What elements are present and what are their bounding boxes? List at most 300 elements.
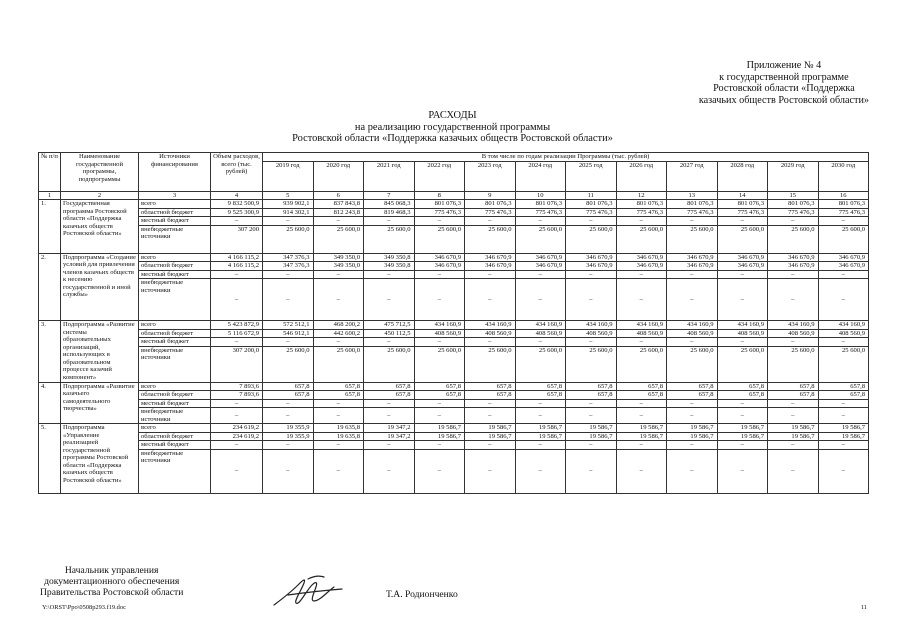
year-value: – bbox=[313, 338, 364, 347]
funding-source: местный бюджет bbox=[139, 399, 211, 408]
year-value: 19 586,7 bbox=[616, 432, 667, 441]
year-value: 657,8 bbox=[616, 391, 667, 400]
year-value: 25 600,0 bbox=[515, 346, 566, 382]
column-number: 5 bbox=[263, 191, 314, 200]
year-value: 408 560,9 bbox=[414, 329, 465, 338]
year-value: 25 600,0 bbox=[313, 346, 364, 382]
year-value: – bbox=[465, 270, 516, 279]
table-row bbox=[39, 270, 869, 279]
year-value: 408 560,9 bbox=[616, 329, 667, 338]
year-value: 657,8 bbox=[313, 391, 364, 400]
year-value: – bbox=[414, 279, 465, 321]
year-value: 25 600,0 bbox=[364, 346, 415, 382]
year-value: 25 600,0 bbox=[566, 225, 617, 253]
year-value: 25 600,0 bbox=[768, 225, 819, 253]
table-row bbox=[39, 279, 869, 321]
year-value: 434 160,9 bbox=[515, 321, 566, 330]
year-value: 775 476,3 bbox=[818, 208, 869, 217]
year-value: 349 350,8 bbox=[364, 253, 415, 262]
program-name: Государственная программа Ростовской области «Поддержка казачьих обществ Ростовской области» bbox=[61, 200, 139, 254]
signature-image bbox=[268, 571, 348, 613]
year-value: 25 600,0 bbox=[263, 225, 314, 253]
table-row bbox=[39, 338, 869, 347]
year-value: – bbox=[465, 217, 516, 226]
page-number: 11 bbox=[860, 604, 867, 611]
year-value: 845 068,3 bbox=[364, 200, 415, 209]
year-value: 25 600,0 bbox=[667, 346, 718, 382]
program-name: Подпрограмма «Управление реализацией государственной программы Ростовской области «Поддержка казачьих обществ Ростовской области» bbox=[61, 424, 139, 494]
year-value: – bbox=[414, 338, 465, 347]
total-value: – bbox=[211, 399, 263, 408]
row-number: 2. bbox=[39, 253, 61, 321]
year-value: 775 476,3 bbox=[566, 208, 617, 217]
year-value: 25 600,0 bbox=[566, 346, 617, 382]
table-row bbox=[39, 253, 869, 262]
year-value: 25 600,0 bbox=[717, 346, 768, 382]
year-value: – bbox=[616, 441, 667, 450]
year-value: 408 560,9 bbox=[566, 329, 617, 338]
year-value: 346 670,9 bbox=[818, 253, 869, 262]
year-value: 801 076,3 bbox=[818, 200, 869, 209]
year-value: – bbox=[515, 449, 566, 493]
year-value: 25 600,0 bbox=[364, 225, 415, 253]
total-value: 9 832 500,9 bbox=[211, 200, 263, 209]
year-value: 657,8 bbox=[414, 391, 465, 400]
year-value: 657,8 bbox=[465, 382, 516, 391]
year-value: – bbox=[667, 399, 718, 408]
year-value: 346 670,9 bbox=[768, 253, 819, 262]
year-value: 346 670,9 bbox=[717, 253, 768, 262]
year-value: 657,8 bbox=[364, 391, 415, 400]
header-year: 2030 год bbox=[818, 161, 869, 191]
year-value: – bbox=[313, 449, 364, 493]
year-value: – bbox=[414, 449, 465, 493]
row-number: 5. bbox=[39, 424, 61, 494]
header-year: 2029 год bbox=[768, 161, 819, 191]
funding-source: местный бюджет bbox=[139, 270, 211, 279]
row-number: 1. bbox=[39, 200, 61, 254]
year-value: 657,8 bbox=[717, 382, 768, 391]
year-value: – bbox=[616, 217, 667, 226]
year-value: – bbox=[515, 217, 566, 226]
total-value: – bbox=[211, 408, 263, 424]
year-value: – bbox=[414, 399, 465, 408]
year-value: 19 586,7 bbox=[616, 424, 667, 433]
year-value: 775 476,3 bbox=[717, 208, 768, 217]
year-value: 657,8 bbox=[818, 382, 869, 391]
year-value: 657,8 bbox=[364, 382, 415, 391]
year-value: 408 560,9 bbox=[667, 329, 718, 338]
year-value: 346 670,9 bbox=[515, 253, 566, 262]
year-value: – bbox=[616, 408, 667, 424]
column-number: 16 bbox=[818, 191, 869, 200]
column-number: 6 bbox=[313, 191, 364, 200]
year-value: 346 670,9 bbox=[616, 253, 667, 262]
year-value: 346 670,9 bbox=[465, 262, 516, 271]
funding-source: внебюджетные источники bbox=[139, 346, 211, 382]
header-year: 2020 год bbox=[313, 161, 364, 191]
year-value: – bbox=[717, 449, 768, 493]
column-number: 12 bbox=[616, 191, 667, 200]
year-value: – bbox=[818, 338, 869, 347]
year-value: 19 586,7 bbox=[414, 432, 465, 441]
year-value: 346 670,9 bbox=[768, 262, 819, 271]
year-value: – bbox=[717, 408, 768, 424]
year-value: 19 586,7 bbox=[566, 432, 617, 441]
year-value: – bbox=[818, 408, 869, 424]
year-value: – bbox=[263, 449, 314, 493]
table-row bbox=[39, 208, 869, 217]
year-value: 346 670,9 bbox=[616, 262, 667, 271]
year-value: 801 076,3 bbox=[465, 200, 516, 209]
year-value: – bbox=[313, 441, 364, 450]
year-value: – bbox=[465, 338, 516, 347]
year-value: 775 476,3 bbox=[515, 208, 566, 217]
total-value: 4 166 115,2 bbox=[211, 262, 263, 271]
year-value: 19 347,2 bbox=[364, 432, 415, 441]
year-value: 657,8 bbox=[263, 391, 314, 400]
year-value: – bbox=[566, 441, 617, 450]
signer-name: Т.А. Родионченко bbox=[386, 589, 458, 600]
year-value: 25 600,0 bbox=[616, 346, 667, 382]
appendix-line: Приложение № 4 bbox=[746, 60, 822, 71]
year-value: – bbox=[263, 408, 314, 424]
year-value: – bbox=[768, 338, 819, 347]
table-row bbox=[39, 225, 869, 253]
year-value: 25 600,0 bbox=[313, 225, 364, 253]
year-value: – bbox=[566, 279, 617, 321]
year-value: – bbox=[364, 279, 415, 321]
year-value: – bbox=[667, 449, 718, 493]
year-value: 408 560,9 bbox=[515, 329, 566, 338]
year-value: – bbox=[515, 338, 566, 347]
year-value: – bbox=[768, 441, 819, 450]
year-value: – bbox=[566, 217, 617, 226]
total-value: – bbox=[211, 217, 263, 226]
year-value: – bbox=[768, 279, 819, 321]
year-value: – bbox=[616, 399, 667, 408]
column-number: 3 bbox=[139, 191, 211, 200]
title-line: РАСХОДЫ bbox=[428, 110, 477, 121]
year-value: 19 586,7 bbox=[768, 424, 819, 433]
year-value: 408 560,9 bbox=[465, 329, 516, 338]
total-value: 7 893,6 bbox=[211, 391, 263, 400]
year-value: – bbox=[667, 270, 718, 279]
year-value: – bbox=[667, 408, 718, 424]
year-value: 346 670,9 bbox=[667, 262, 718, 271]
program-name: Подпрограмма «Создание условий для привлечения членов казачьих обществ к несению государственной и иной службы» bbox=[61, 253, 139, 321]
expenses-table bbox=[38, 152, 869, 494]
table-row bbox=[39, 262, 869, 271]
year-value: 346 670,9 bbox=[465, 253, 516, 262]
year-value: 657,8 bbox=[667, 382, 718, 391]
year-value: – bbox=[465, 408, 516, 424]
year-value: 657,8 bbox=[263, 382, 314, 391]
year-value: 657,8 bbox=[414, 382, 465, 391]
year-value: 19 586,7 bbox=[465, 432, 516, 441]
year-value: 408 560,9 bbox=[768, 329, 819, 338]
year-value: 657,8 bbox=[768, 382, 819, 391]
year-value: 775 476,3 bbox=[616, 208, 667, 217]
year-value: 408 560,9 bbox=[717, 329, 768, 338]
year-value: 346 670,9 bbox=[414, 262, 465, 271]
total-value: 4 166 115,2 bbox=[211, 253, 263, 262]
funding-source: местный бюджет bbox=[139, 338, 211, 347]
year-value: 25 600,0 bbox=[263, 346, 314, 382]
total-value: – bbox=[211, 338, 263, 347]
year-value: 450 112,5 bbox=[364, 329, 415, 338]
funding-source: областной бюджет bbox=[139, 391, 211, 400]
footer-line: Правительства Ростовской области bbox=[40, 587, 184, 598]
year-value: 657,8 bbox=[616, 382, 667, 391]
header-name: Наименование государственной программы, подпрограммы bbox=[61, 153, 139, 192]
year-value: 19 355,9 bbox=[263, 432, 314, 441]
year-value: 346 670,9 bbox=[818, 262, 869, 271]
funding-source: всего bbox=[139, 321, 211, 330]
year-value: 657,8 bbox=[818, 391, 869, 400]
year-value: 801 076,3 bbox=[616, 200, 667, 209]
year-value: 19 347,2 bbox=[364, 424, 415, 433]
year-value: – bbox=[364, 338, 415, 347]
year-value: 442 600,2 bbox=[313, 329, 364, 338]
year-value: 25 600,0 bbox=[818, 346, 869, 382]
year-value: 434 160,9 bbox=[414, 321, 465, 330]
year-value: 346 670,9 bbox=[566, 262, 617, 271]
table-row bbox=[39, 329, 869, 338]
year-value: 25 600,0 bbox=[465, 346, 516, 382]
year-value: 657,8 bbox=[768, 391, 819, 400]
year-value: 812 243,8 bbox=[313, 208, 364, 217]
year-value: 19 586,7 bbox=[768, 432, 819, 441]
year-value: – bbox=[313, 399, 364, 408]
column-number: 15 bbox=[768, 191, 819, 200]
year-value: – bbox=[616, 270, 667, 279]
funding-source: внебюджетные источники bbox=[139, 279, 211, 321]
year-value: – bbox=[768, 399, 819, 408]
header-year: 2025 год bbox=[566, 161, 617, 191]
year-value: 801 076,3 bbox=[768, 200, 819, 209]
footer-line: документационного обеспечения bbox=[44, 576, 180, 587]
year-value: – bbox=[465, 279, 516, 321]
year-value: 434 160,9 bbox=[818, 321, 869, 330]
year-value: 775 476,3 bbox=[768, 208, 819, 217]
year-value: – bbox=[515, 408, 566, 424]
year-value: – bbox=[364, 399, 415, 408]
year-value: 434 160,9 bbox=[465, 321, 516, 330]
year-value: 25 600,0 bbox=[515, 225, 566, 253]
column-number: 13 bbox=[667, 191, 718, 200]
column-number: 1 bbox=[39, 191, 61, 200]
year-value: – bbox=[414, 270, 465, 279]
funding-source: всего bbox=[139, 253, 211, 262]
year-value: 475 712,5 bbox=[364, 321, 415, 330]
year-value: – bbox=[717, 338, 768, 347]
year-value: 408 560,9 bbox=[818, 329, 869, 338]
year-value: – bbox=[616, 338, 667, 347]
file-code: Y:\ORST\Ppo\0508p293.f19.doc bbox=[42, 604, 126, 611]
year-value: 346 670,9 bbox=[414, 253, 465, 262]
year-value: – bbox=[263, 399, 314, 408]
funding-source: внебюджетные источники bbox=[139, 408, 211, 424]
total-value: 234 619,2 bbox=[211, 432, 263, 441]
footer-line: Начальник управления bbox=[64, 565, 159, 576]
year-value: – bbox=[515, 270, 566, 279]
column-number: 10 bbox=[515, 191, 566, 200]
year-value: – bbox=[364, 217, 415, 226]
table-row bbox=[39, 441, 869, 450]
year-value: – bbox=[717, 217, 768, 226]
year-value: 25 600,0 bbox=[768, 346, 819, 382]
year-value: – bbox=[364, 270, 415, 279]
year-value: – bbox=[768, 270, 819, 279]
year-value: – bbox=[364, 449, 415, 493]
table-row bbox=[39, 391, 869, 400]
header-year: 2021 год bbox=[364, 161, 415, 191]
year-value: – bbox=[313, 279, 364, 321]
year-value: 349 350,0 bbox=[313, 253, 364, 262]
year-value: 819 468,3 bbox=[364, 208, 415, 217]
year-value: 801 076,3 bbox=[717, 200, 768, 209]
year-value: – bbox=[515, 399, 566, 408]
year-value: – bbox=[263, 270, 314, 279]
header-num: № п/п bbox=[39, 153, 61, 192]
year-value: 25 600,0 bbox=[818, 225, 869, 253]
year-value: – bbox=[818, 217, 869, 226]
funding-source: всего bbox=[139, 424, 211, 433]
appendix-line: Ростовской области «Поддержка bbox=[713, 83, 855, 94]
year-value: 657,8 bbox=[667, 391, 718, 400]
year-value: – bbox=[667, 217, 718, 226]
year-value: 434 160,9 bbox=[717, 321, 768, 330]
header-year: 2026 год bbox=[616, 161, 667, 191]
year-value: 657,8 bbox=[465, 391, 516, 400]
funding-source: внебюджетные источники bbox=[139, 225, 211, 253]
column-number: 8 bbox=[414, 191, 465, 200]
year-value: 25 600,0 bbox=[414, 346, 465, 382]
year-value: 801 076,3 bbox=[566, 200, 617, 209]
year-value: – bbox=[818, 270, 869, 279]
year-value: – bbox=[818, 399, 869, 408]
year-value: – bbox=[566, 399, 617, 408]
year-value: – bbox=[515, 279, 566, 321]
year-value: 349 350,8 bbox=[364, 262, 415, 271]
year-value: 657,8 bbox=[515, 382, 566, 391]
funding-source: областной бюджет bbox=[139, 432, 211, 441]
year-value: – bbox=[465, 399, 516, 408]
year-value: 19 586,7 bbox=[515, 432, 566, 441]
appendix-header bbox=[699, 60, 869, 106]
year-value: 657,8 bbox=[313, 382, 364, 391]
year-value: – bbox=[364, 441, 415, 450]
footer-signatory bbox=[40, 565, 183, 598]
year-value: 19 635,8 bbox=[313, 432, 364, 441]
year-value: – bbox=[717, 279, 768, 321]
year-value: 801 076,3 bbox=[414, 200, 465, 209]
total-value: – bbox=[211, 279, 263, 321]
year-value: 775 476,3 bbox=[667, 208, 718, 217]
year-value: 349 350,0 bbox=[313, 262, 364, 271]
total-value: 234 619,2 bbox=[211, 424, 263, 433]
year-value: – bbox=[465, 449, 516, 493]
year-value: – bbox=[515, 441, 566, 450]
year-value: – bbox=[313, 217, 364, 226]
year-value: 19 635,8 bbox=[313, 424, 364, 433]
year-value: – bbox=[818, 279, 869, 321]
header-by-years: В том числе по годам реализации Программы (тыс. рублей) bbox=[263, 153, 869, 162]
year-value: 19 586,7 bbox=[414, 424, 465, 433]
year-value: – bbox=[313, 408, 364, 424]
header-year: 2027 год bbox=[667, 161, 718, 191]
year-value: 775 476,3 bbox=[414, 208, 465, 217]
year-value: 434 160,9 bbox=[566, 321, 617, 330]
year-value: – bbox=[768, 408, 819, 424]
year-value: 434 160,9 bbox=[616, 321, 667, 330]
year-value: – bbox=[313, 270, 364, 279]
column-number: 11 bbox=[566, 191, 617, 200]
year-value: 837 843,8 bbox=[313, 200, 364, 209]
year-value: 801 076,3 bbox=[667, 200, 718, 209]
year-value: 657,8 bbox=[717, 391, 768, 400]
year-value: – bbox=[768, 449, 819, 493]
year-value: 434 160,9 bbox=[768, 321, 819, 330]
header-year: 2024 год bbox=[515, 161, 566, 191]
year-value: 468 200,2 bbox=[313, 321, 364, 330]
funding-source: всего bbox=[139, 200, 211, 209]
year-value: – bbox=[566, 270, 617, 279]
year-value: – bbox=[566, 408, 617, 424]
table-row bbox=[39, 217, 869, 226]
year-value: 939 902,1 bbox=[263, 200, 314, 209]
year-value: – bbox=[616, 449, 667, 493]
table-row bbox=[39, 432, 869, 441]
year-value: 346 670,9 bbox=[515, 262, 566, 271]
header-row bbox=[39, 153, 869, 162]
year-value: – bbox=[263, 279, 314, 321]
table-row bbox=[39, 321, 869, 330]
table-row bbox=[39, 424, 869, 433]
column-number: 4 bbox=[211, 191, 263, 200]
year-value: 19 586,7 bbox=[717, 432, 768, 441]
year-value: 19 355,9 bbox=[263, 424, 314, 433]
year-value: – bbox=[667, 441, 718, 450]
year-value: – bbox=[818, 441, 869, 450]
total-value: 7 893,6 bbox=[211, 382, 263, 391]
title-line: на реализацию государственной программы bbox=[354, 121, 551, 133]
document-title bbox=[0, 110, 905, 145]
year-value: 914 302,1 bbox=[263, 208, 314, 217]
year-value: 347 376,3 bbox=[263, 253, 314, 262]
total-value: 5 116 672,9 bbox=[211, 329, 263, 338]
year-value: – bbox=[414, 408, 465, 424]
year-value: 657,8 bbox=[566, 391, 617, 400]
total-value: – bbox=[211, 441, 263, 450]
appendix-line: к государственной программе bbox=[719, 71, 849, 83]
year-value: 346 670,9 bbox=[717, 262, 768, 271]
column-number: 7 bbox=[364, 191, 415, 200]
column-number: 14 bbox=[717, 191, 768, 200]
funding-source: областной бюджет bbox=[139, 329, 211, 338]
year-value: – bbox=[414, 441, 465, 450]
funding-source: областной бюджет bbox=[139, 208, 211, 217]
column-numbers-row bbox=[39, 191, 869, 200]
year-value: 19 586,7 bbox=[465, 424, 516, 433]
year-value: 25 600,0 bbox=[667, 225, 718, 253]
year-value: 657,8 bbox=[566, 382, 617, 391]
header-year: 2022 год bbox=[414, 161, 465, 191]
header-year: 2019 год bbox=[263, 161, 314, 191]
funding-source: областной бюджет bbox=[139, 262, 211, 271]
year-value: 25 600,0 bbox=[414, 225, 465, 253]
